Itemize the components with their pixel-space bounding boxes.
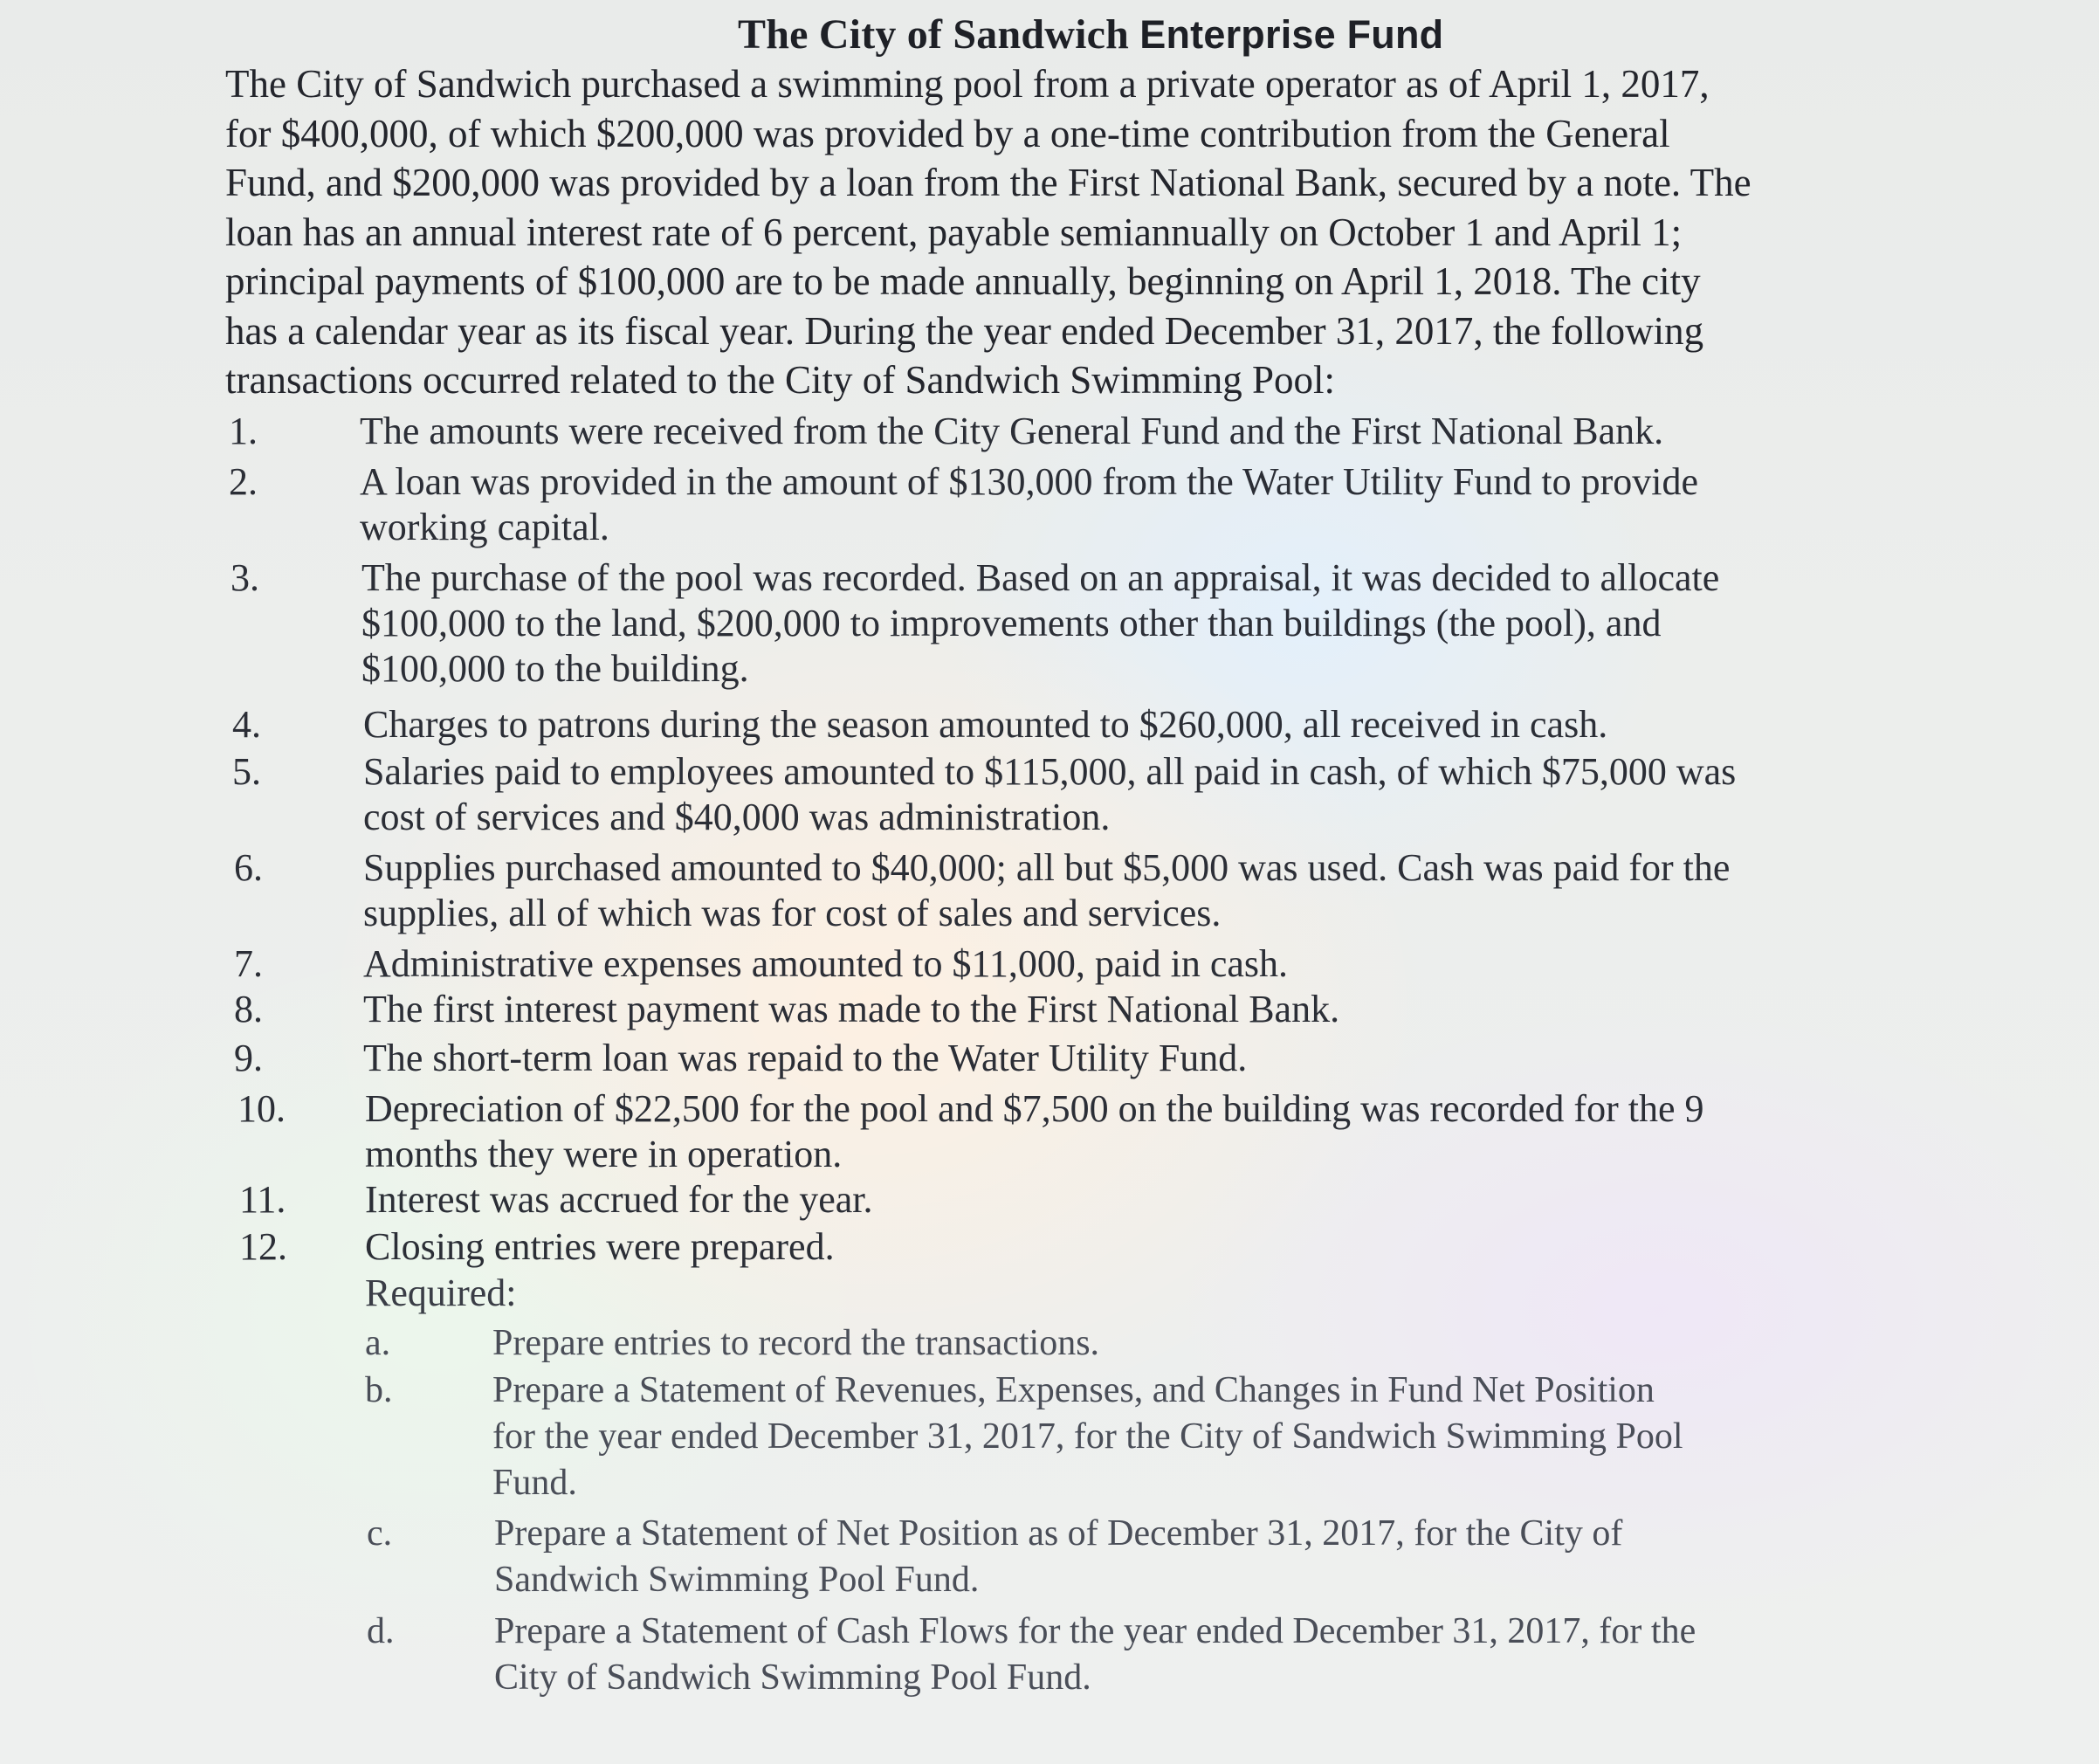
transaction-text xyxy=(365,1177,872,1223)
transaction-number: 11. xyxy=(239,1178,286,1221)
requirement-line: Sandwich Swimming Pool Fund. xyxy=(494,1560,980,1600)
transaction-line: Interest was accrued for the year. xyxy=(365,1178,873,1221)
requirement-line: Prepare a Statement of Revenues, Expenses, and Changes in Fund Net Position xyxy=(492,1370,1655,1410)
requirement-letter: a. xyxy=(365,1323,391,1363)
intro-line: principal payments of $100,000 are to be made annually, beginning on April 1, 2018. The city xyxy=(225,259,1701,303)
transaction-text xyxy=(363,987,1339,1032)
requirement-text xyxy=(492,1368,1683,1506)
transaction-line: months they were in operation. xyxy=(365,1133,843,1175)
requirement-text xyxy=(494,1511,1622,1603)
transaction-text xyxy=(363,1036,1247,1081)
transaction-text xyxy=(363,749,1736,840)
transaction-number: 7. xyxy=(234,942,263,985)
transaction-line: Depreciation of $22,500 for the pool and $7,500 on the building was recorded for the 9 xyxy=(365,1087,1704,1130)
transaction-line: $100,000 to the land, $200,000 to improvements other than buildings (the pool), and xyxy=(361,602,1662,644)
title-serif-part: The City of Sandwich xyxy=(738,11,1130,58)
transaction-number: 6. xyxy=(234,846,263,889)
transaction-line: A loan was provided in the amount of $130,000 from the Water Utility Fund to provide xyxy=(360,460,1698,503)
transaction-text xyxy=(363,845,1730,936)
transaction-text xyxy=(360,459,1698,550)
intro-line: The City of Sandwich purchased a swimming pool from a private operator as of April 1, 2017, xyxy=(225,62,1710,106)
intro-line: has a calendar year as its fiscal year. During the year ended December 31, 2017, the following xyxy=(225,308,1704,353)
intro-line: for $400,000, of which $200,000 was provided by a one-time contribution from the General xyxy=(225,111,1670,155)
transaction-line: The purchase of the pool was recorded. Based on an appraisal, it was decided to allocate xyxy=(361,556,1720,599)
transaction-text xyxy=(363,941,1288,987)
transaction-line: Charges to patrons during the season amounted to $260,000, all received in cash. xyxy=(363,703,1608,746)
transaction-number: 8. xyxy=(234,988,263,1030)
requirement-text xyxy=(494,1609,1696,1701)
transaction-line: $100,000 to the building. xyxy=(361,647,749,690)
transaction-line: Salaries paid to employees amounted to $115,000, all paid in cash, of which $75,000 was xyxy=(363,750,1737,793)
transaction-line: The short-term loan was repaid to the Water Utility Fund. xyxy=(363,1037,1248,1079)
transaction-line: The amounts were received from the City General Fund and the First National Bank. xyxy=(360,410,1664,452)
transaction-line: The first interest payment was made to the First National Bank. xyxy=(363,988,1340,1030)
transaction-line: Closing entries were prepared. xyxy=(365,1225,835,1268)
intro-line: transactions occurred related to the City of Sandwich Swimming Pool: xyxy=(225,358,1336,402)
intro-line: loan has an annual interest rate of 6 percent, payable semiannually on October 1 and April 1; xyxy=(225,210,1683,254)
required-label: Required: xyxy=(365,1271,517,1314)
transaction-text xyxy=(365,1086,1704,1177)
transaction-number: 10. xyxy=(237,1087,286,1130)
transaction-number: 12. xyxy=(239,1225,287,1268)
transaction-number: 2. xyxy=(229,460,258,503)
transaction-number: 4. xyxy=(232,703,261,746)
transaction-line: Supplies purchased amounted to $40,000; all but $5,000 was used. Cash was paid for the xyxy=(363,846,1731,889)
transaction-text xyxy=(363,702,1607,748)
transaction-line: Administrative expenses amounted to $11,000, paid in cash. xyxy=(363,942,1289,985)
transaction-line: working capital. xyxy=(360,506,609,548)
transaction-line: supplies, all of which was for cost of sales and services. xyxy=(363,892,1222,934)
requirement-line: City of Sandwich Swimming Pool Fund. xyxy=(494,1657,1091,1698)
requirement-line: Fund. xyxy=(492,1463,577,1503)
transaction-text xyxy=(361,555,1719,692)
intro-line: Fund, and $200,000 was provided by a loan from the First National Bank, secured by a note. The xyxy=(225,161,1751,204)
requirement-line: for the year ended December 31, 2017, for the City of Sandwich Swimming Pool xyxy=(492,1416,1683,1457)
transaction-number: 1. xyxy=(229,410,258,452)
transaction-number: 9. xyxy=(234,1037,263,1079)
transaction-number: 5. xyxy=(232,750,261,793)
intro-paragraph xyxy=(225,59,1902,405)
requirement-text xyxy=(492,1320,1099,1367)
document-title xyxy=(738,10,1443,59)
requirement-line: Prepare a Statement of Net Position as of December 31, 2017, for the City of xyxy=(494,1513,1623,1554)
transaction-text xyxy=(365,1224,835,1270)
requirement-letter: d. xyxy=(367,1611,395,1651)
requirement-line: Prepare a Statement of Cash Flows for the year ended December 31, 2017, for the xyxy=(494,1611,1696,1651)
requirement-letter: c. xyxy=(367,1513,393,1554)
transaction-text xyxy=(360,409,1663,454)
transaction-number: 3. xyxy=(231,556,259,599)
transaction-line: cost of services and $40,000 was administration. xyxy=(363,796,1111,838)
title-sans-part: Enterprise Fund xyxy=(1139,12,1444,57)
requirement-letter: b. xyxy=(365,1370,393,1410)
requirement-line: Prepare entries to record the transactions. xyxy=(492,1323,1100,1363)
